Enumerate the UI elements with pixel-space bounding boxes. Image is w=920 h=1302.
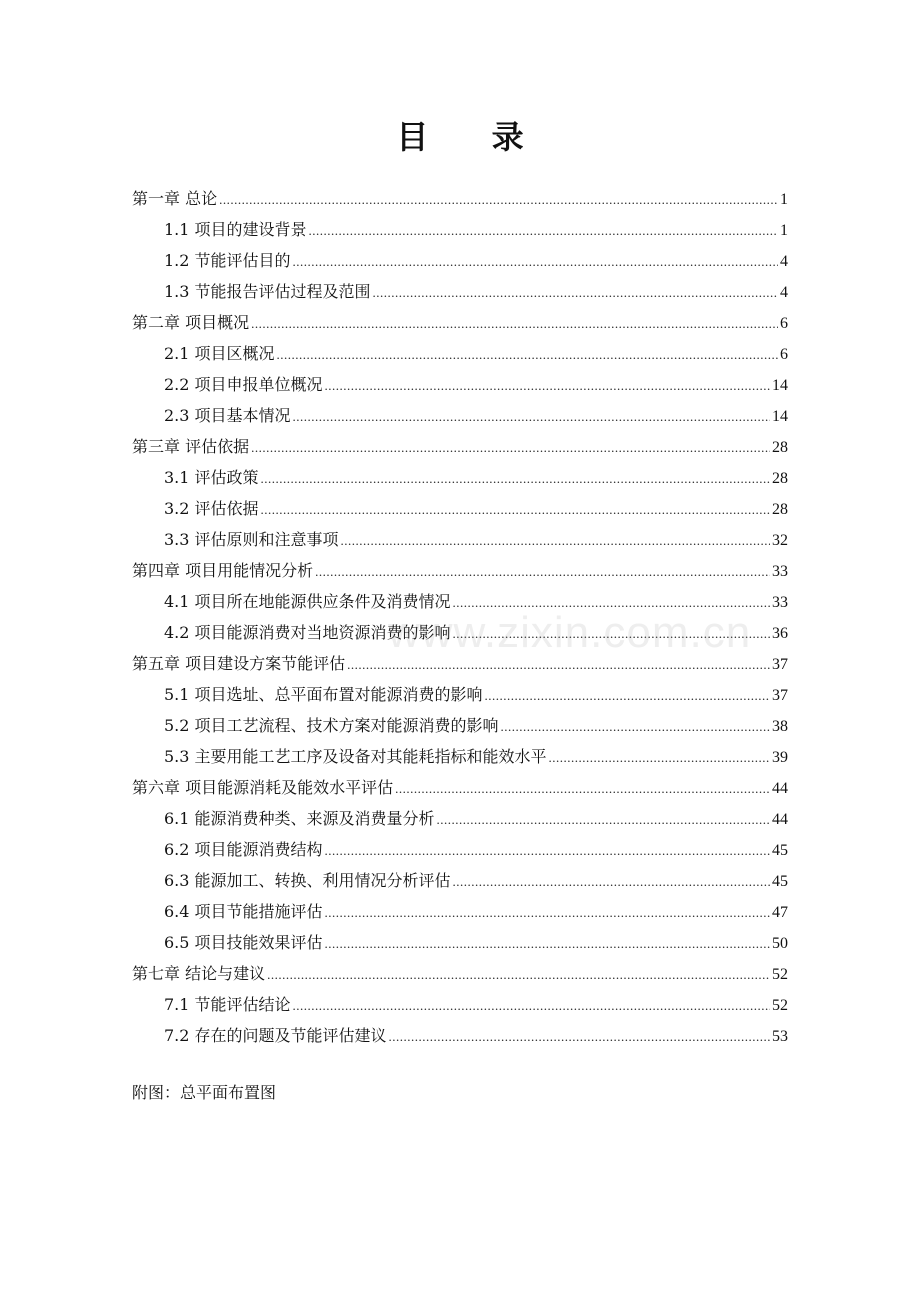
toc-entry-label: 6.5 项目技能效果评估 — [164, 933, 323, 952]
toc-page-number: 52 — [772, 997, 788, 1014]
toc-section-entry[interactable] — [132, 837, 788, 868]
toc-dot-leader — [341, 533, 770, 549]
toc-section-entry[interactable] — [132, 248, 788, 279]
toc-dot-leader — [501, 719, 770, 735]
toc-page-number: 52 — [772, 966, 788, 983]
toc-dot-leader — [389, 1029, 770, 1045]
toc-dot-leader — [293, 998, 770, 1014]
toc-entry-label: 4.2 项目能源消费对当地资源消费的影响 — [164, 623, 451, 642]
toc-dot-leader — [453, 874, 770, 890]
toc-section-entry[interactable] — [132, 279, 788, 310]
toc-section-entry[interactable] — [132, 930, 788, 961]
toc-entry-label: 2.3 项目基本情况 — [164, 406, 291, 425]
toc-page-number: 4 — [780, 253, 788, 270]
toc-chapter-entry[interactable] — [132, 558, 788, 589]
page-title: 目 录 — [396, 118, 550, 156]
toc-entry-label: 2.2 项目申报单位概况 — [164, 375, 323, 394]
toc-entry-label: 第一章 总论 — [132, 189, 218, 208]
toc-section-entry[interactable] — [132, 868, 788, 899]
toc-dot-leader — [277, 347, 778, 363]
toc-dot-leader — [437, 812, 770, 828]
toc-dot-leader — [325, 936, 770, 952]
toc-dot-leader — [325, 905, 770, 921]
toc-chapter-entry[interactable] — [132, 434, 788, 465]
toc-entry-label: 6.1 能源消费种类、来源及消费量分析 — [164, 809, 435, 828]
toc-section-entry[interactable] — [132, 465, 788, 496]
toc-dot-leader — [251, 440, 770, 456]
toc-dot-leader — [261, 502, 770, 518]
toc-section-entry[interactable] — [132, 1023, 788, 1054]
toc-entry-label: 6.4 项目节能措施评估 — [164, 902, 323, 921]
toc-dot-leader — [453, 595, 770, 611]
toc-dot-leader — [347, 657, 770, 673]
toc-dot-leader — [309, 223, 778, 239]
toc-page-number: 14 — [772, 377, 788, 394]
toc-page-number: 32 — [772, 532, 788, 549]
toc-section-entry[interactable] — [132, 744, 788, 775]
toc-entry-label: 第五章 项目建设方案节能评估 — [132, 654, 346, 673]
toc-entry-label: 5.1 项目选址、总平面布置对能源消费的影响 — [164, 685, 483, 704]
toc-page-number: 28 — [772, 439, 788, 456]
toc-page-number: 44 — [772, 811, 788, 828]
toc-page-number: 33 — [772, 563, 788, 580]
toc-chapter-entry[interactable] — [132, 186, 788, 217]
toc-entry-label: 第六章 项目能源消耗及能效水平评估 — [132, 778, 394, 797]
toc-dot-leader — [453, 626, 770, 642]
toc-dot-leader — [325, 843, 770, 859]
toc-dot-leader — [293, 409, 770, 425]
toc-entry-label: 5.3 主要用能工艺工序及设备对其能耗指标和能效水平 — [164, 747, 547, 766]
toc-dot-leader — [373, 285, 778, 301]
toc-section-entry[interactable] — [132, 992, 788, 1023]
toc-chapter-entry[interactable] — [132, 775, 788, 806]
toc-entry-label: 6.3 能源加工、转换、利用情况分析评估 — [164, 871, 451, 890]
toc-page-number: 33 — [772, 594, 788, 611]
watermark: www.zixin.com.cn — [388, 608, 752, 657]
toc-page-number: 50 — [772, 935, 788, 952]
toc-section-entry[interactable] — [132, 806, 788, 837]
toc-entry-label: 3.3 评估原则和注意事项 — [164, 530, 339, 549]
toc-entry-label: 7.1 节能评估结论 — [164, 995, 291, 1014]
toc-section-entry[interactable] — [132, 620, 788, 651]
toc-entry-label: 5.2 项目工艺流程、技术方案对能源消费的影响 — [164, 716, 499, 735]
toc-dot-leader — [261, 471, 770, 487]
toc-page-number: 36 — [772, 625, 788, 642]
toc-page-number: 28 — [772, 501, 788, 518]
toc-section-entry[interactable] — [132, 372, 788, 403]
toc-page-number: 45 — [772, 842, 788, 859]
toc-entry-label: 2.1 项目区概况 — [164, 344, 275, 363]
toc-section-entry[interactable] — [132, 682, 788, 713]
toc-section-entry[interactable] — [132, 713, 788, 744]
toc-entry-label: 1.3 节能报告评估过程及范围 — [164, 282, 371, 301]
toc-entry-label: 3.2 评估依据 — [164, 499, 259, 518]
toc-page-number: 28 — [772, 470, 788, 487]
toc-dot-leader — [315, 564, 770, 580]
toc-entry-label: 第二章 项目概况 — [132, 313, 250, 332]
toc-page-number: 53 — [772, 1028, 788, 1045]
toc-page-number: 6 — [780, 315, 788, 332]
toc-section-entry[interactable] — [132, 217, 788, 248]
toc-entry-label: 6.2 项目能源消费结构 — [164, 840, 323, 859]
toc-page-number: 38 — [772, 718, 788, 735]
toc-chapter-entry[interactable] — [132, 961, 788, 992]
toc-page-number: 4 — [780, 284, 788, 301]
table-of-contents — [132, 186, 788, 1054]
toc-dot-leader — [395, 781, 770, 797]
toc-section-entry[interactable] — [132, 527, 788, 558]
toc-entry-label: 第七章 结论与建议 — [132, 964, 266, 983]
toc-page-number: 47 — [772, 904, 788, 921]
toc-dot-leader — [267, 967, 770, 983]
toc-dot-leader — [251, 316, 778, 332]
toc-section-entry[interactable] — [132, 341, 788, 372]
toc-entry-label: 3.1 评估政策 — [164, 468, 259, 487]
toc-entry-label: 第三章 评估依据 — [132, 437, 250, 456]
toc-page-number: 37 — [772, 687, 788, 704]
toc-page-number: 37 — [772, 656, 788, 673]
toc-dot-leader — [485, 688, 770, 704]
toc-entry-label: 第四章 项目用能情况分析 — [132, 561, 314, 580]
toc-page-number: 45 — [772, 873, 788, 890]
toc-chapter-entry[interactable] — [132, 651, 788, 682]
toc-section-entry[interactable] — [132, 899, 788, 930]
toc-section-entry[interactable] — [132, 403, 788, 434]
toc-dot-leader — [293, 254, 778, 270]
toc-entry-label: 1.1 项目的建设背景 — [164, 220, 307, 239]
toc-entry-label: 4.1 项目所在地能源供应条件及消费情况 — [164, 592, 451, 611]
toc-dot-leader — [219, 192, 778, 208]
toc-entry-label: 7.2 存在的问题及节能评估建议 — [164, 1026, 387, 1045]
toc-chapter-entry[interactable] — [132, 310, 788, 341]
toc-entry-label: 1.2 节能评估目的 — [164, 251, 291, 270]
toc-dot-leader — [325, 378, 770, 394]
appendix-note: 附图：总平面布置图 — [132, 1083, 277, 1102]
toc-dot-leader — [549, 750, 770, 766]
toc-page-number: 1 — [780, 222, 788, 239]
toc-section-entry[interactable] — [132, 589, 788, 620]
toc-page-number: 14 — [772, 408, 788, 425]
toc-page-number: 6 — [780, 346, 788, 363]
toc-page-number: 44 — [772, 780, 788, 797]
toc-section-entry[interactable] — [132, 496, 788, 527]
toc-page-number: 1 — [780, 191, 788, 208]
toc-page-number: 39 — [772, 749, 788, 766]
